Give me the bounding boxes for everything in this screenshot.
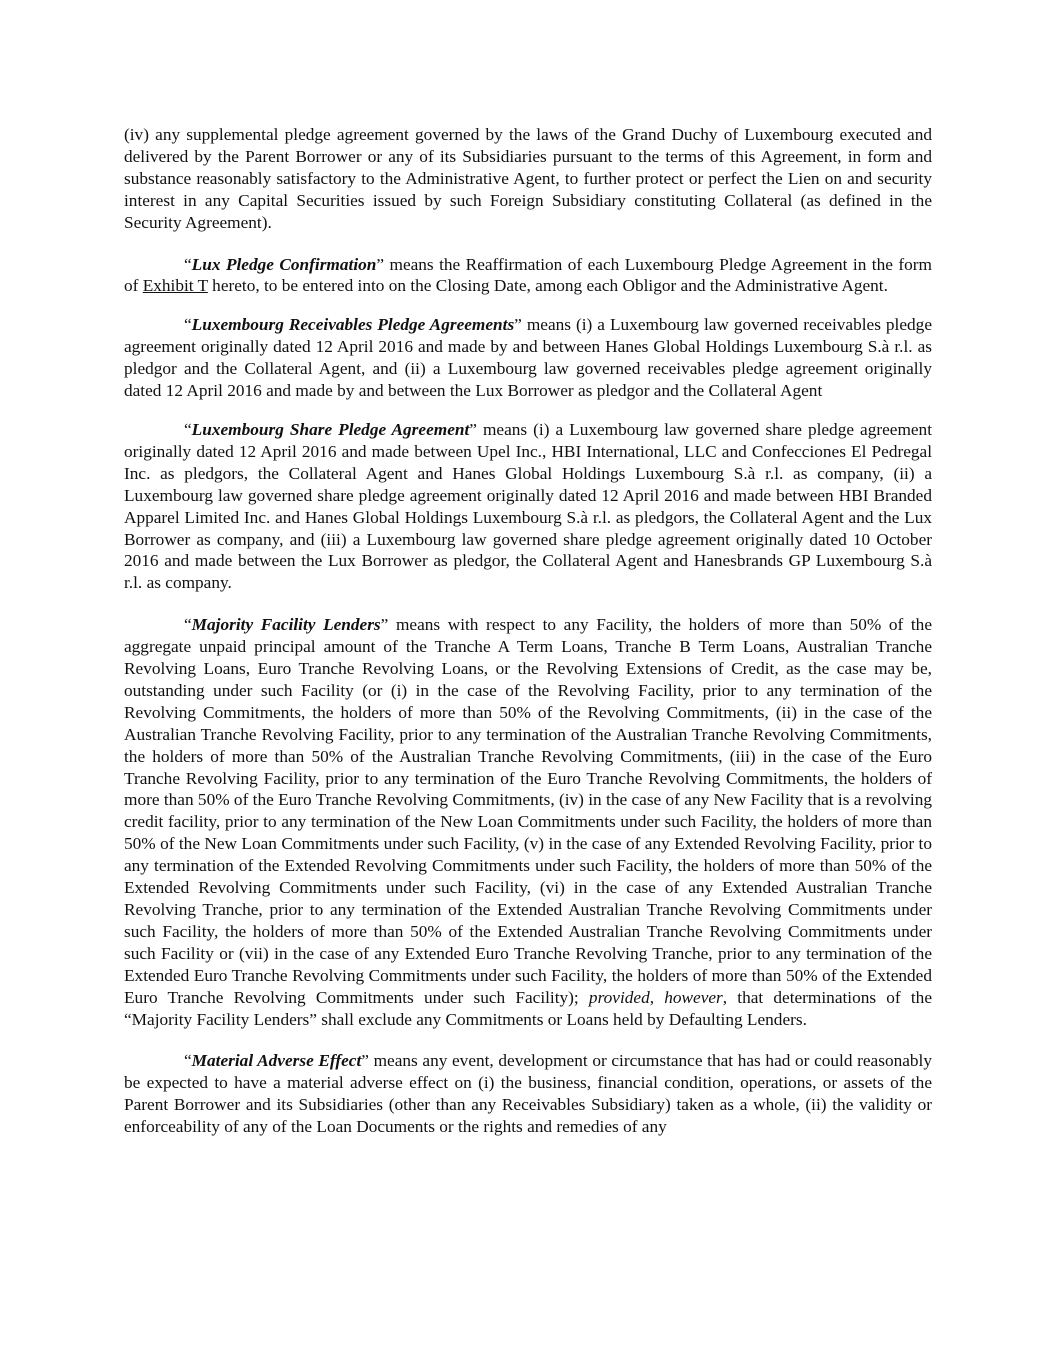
definition-material-adverse-effect [124, 1050, 932, 1138]
comma-separator: , [649, 987, 665, 1007]
definition-text-rest: , that determinations of the “Majority Facility Lenders” shall exclude any Commitments or Loans held by Defaulting Lenders. [124, 987, 932, 1029]
defined-term: Majority Facility Lenders [191, 615, 381, 635]
paragraph-supplemental-pledge [124, 124, 932, 234]
paragraph-text: (iv) any supplemental pledge agreement governed by the laws of the Grand Duchy of Luxembourg executed and delivered by the Parent Borrower or any of its Subsidiaries pursuant to the terms of this Agreement, in form and substance reasonably satisfactory to the Administrative Agent, to further protect or perfect the Lien on and security interest in any Capital Securities issued by such Foreign Subsidiary constituting Collateral (as defined in the Security Agreement). [124, 125, 932, 232]
provided-italic: provided [588, 987, 650, 1007]
definition-text: ” means with respect to any Facility, the holders of more than 50% of the aggregate unpaid principal amount of the Tranche A Term Loans, Tranche B Term Loans, Australian Tranche Revolving Loans, Euro Tranche Revolving Loans, or the Revolving Extensions of Credit, as the case may be, outstanding under such Facility (or (i) in the case of the Revolving Facility, prior to any termination of the Revolving Commitments, the holders of more than 50% of the Revolving Commitments, (ii) in the case of the Australian Tranche Revolving Facility, prior to any termination of the Australian Tranche Revolving Commitments, the holders of more than 50% of the Australian Tranche Revolving Commitments, (iii) in the case of the Euro Tranche Revolving Facility, prior to any termination of the Euro Tranche Revolving Commitments, the holders of more than 50% of the Euro Tranche Revolving Commitments, (iv) in the case of any New Facility that is a revolving credit facility, prior to any termination of the New Loan Commitments under such Facility, the holders of more than 50% of the New Loan Commitments under such Facility, (v) in the case of any Extended Revolving Facility, prior to any termination of the Extended Revolving Commitments under such Facility, the holders of more than 50% of the Extended Revolving Commitments under such Facility, (vi) in the case of any Extended Australian Tranche Revolving Tranche, prior to any termination of the Extended Australian Tranche Revolving Commitments under such Facility, the holders of more than 50% of the Extended Australian Tranche Revolving Commitments under such Facility or (vii) in the case of any Extended Euro Tranche Revolving Tranche, prior to any termination of the Extended Euro Tranche Revolving Commitments under such Facility, the holders of more than 50% of the Extended Euro Tranche Revolving Commitments under such Facility); [124, 615, 932, 1007]
open-quote: “ [184, 1051, 192, 1071]
however-italic: however [664, 987, 723, 1007]
open-quote: “ [184, 419, 192, 439]
definition-lux-pledge-confirmation [124, 254, 932, 298]
defined-term: Luxembourg Receivables Pledge Agreements [191, 315, 515, 335]
definition-text: ” means (i) a Luxembourg law governed receivables pledge agreement originally dated 12 April 2016 and made by and between Hanes Global Holdings Luxembourg S.à r.l. as pledgor and the Collateral Agent, and (ii) a Luxembourg law governed receivables pledge agreement originally dated 12 April 2016 and made by and between the Lux Borrower as pledgor and the Collateral Agent [124, 315, 932, 401]
document-page [124, 124, 932, 1138]
definition-text: ” means any event, development or circumstance that has had or could reasonably be expected to have a material adverse effect on (i) the business, financial condition, operations, or assets of the Parent Borrower and its Subsidiaries (other than any Receivables Subsidiary) taken as a whole, (ii) the validity or enforceability of any of the Loan Documents or the rights and remedies of any [124, 1051, 932, 1137]
defined-term: Luxembourg Share Pledge Agreement [191, 419, 470, 439]
definition-luxembourg-receivables-pledge-agreements [124, 314, 932, 402]
definition-text: ” means (i) a Luxembourg law governed share pledge agreement originally dated 12 April 2016 and made between Upel Inc., HBI International, LLC and Confecciones El Pedregal Inc. as pledgors, the Collateral Agent and Hanes Global Holdings Luxembourg S.à r.l. as company, (ii) a Luxembourg law governed share pledge agreement originally dated 12 April 2016 and made between HBI Branded Apparel Limited Inc. and Hanes Global Holdings Luxembourg S.à r.l. as pledgors, the Collateral Agent and the Lux Borrower as company, and (iii) a Luxembourg law governed share pledge agreement originally dated 10 October 2016 and made between the Lux Borrower as pledgor, the Collateral Agent and Hanesbrands GP Luxembourg S.à r.l. as company. [124, 419, 932, 593]
defined-term: Lux Pledge Confirmation [191, 254, 377, 274]
defined-term: Material Adverse Effect [191, 1051, 362, 1071]
open-quote: “ [184, 615, 192, 635]
definition-text-rest: hereto, to be entered into on the Closing Date, among each Obligor and the Administrative Agent. [207, 276, 888, 296]
definition-majority-facility-lenders [124, 614, 932, 1030]
definition-luxembourg-share-pledge-agreement [124, 419, 932, 594]
open-quote: “ [184, 254, 192, 274]
open-quote: “ [184, 315, 192, 335]
definition-text: ” means the Reaffirmation of each Luxembourg Pledge Agreement in the form of [124, 254, 932, 296]
exhibit-t-link[interactable]: Exhibit T [142, 276, 208, 296]
